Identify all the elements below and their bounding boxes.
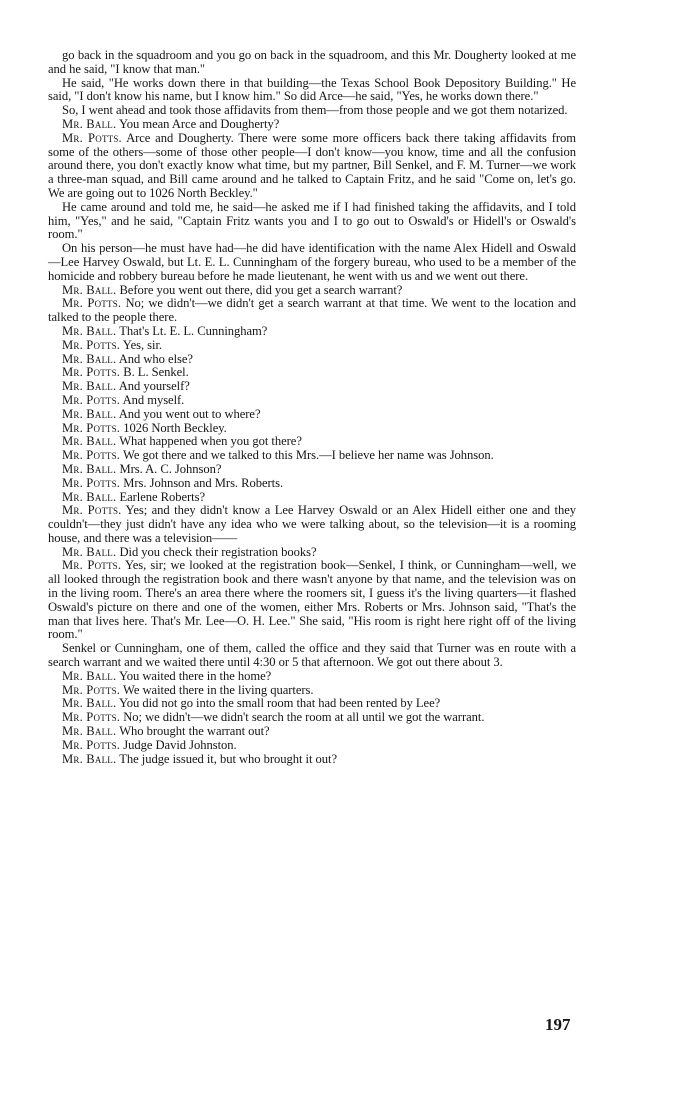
speaker-label: Mr. Potts. [62,475,121,490]
dialogue-line [48,504,576,545]
dialogue-line [48,670,576,684]
speaker-label: Mr. Ball. [62,116,117,131]
dialogue-line [48,684,576,698]
paragraph-text: That's Lt. E. L. Cunningham? [119,323,268,338]
dialogue-line [48,325,576,339]
dialogue-line [48,366,576,380]
speaker-label: Mr. Potts. [62,710,121,725]
speaker-label: Mr. Potts. [62,365,121,380]
dialogue-line [48,380,576,394]
dialogue-line [48,477,576,491]
paragraph-text: Senkel or Cunningham, one of them, called the office and they said that Turner was en route with a search warrant and we waited there until 4:30 or 5 that afternoon. We got out there about 3. [48,641,576,670]
paragraph-text: On his person—he must have had—he did have identification with the name Alex Hidell and Oswald—Lee Harvey Oswald, but Lt. E. L. Cunningham of the forgery bureau, who used to be a member of the homicide and robbery bureau before he made lieutenant, he went with us and we went out there. [48,241,576,283]
transcript-body [48,49,576,766]
dialogue-line [48,353,576,367]
dialogue-line [48,697,576,711]
speaker-label: Mr. Ball. [62,351,117,366]
dialogue-line [48,449,576,463]
dialogue-line [48,711,576,725]
paragraph-text: We got there and we talked to this Mrs.—I believe her name was Johnson. [123,448,494,463]
speaker-label: Mr. Ball. [62,434,117,449]
dialogue-line [48,725,576,739]
paragraph-text: Before you went out there, did you get a search warrant? [119,282,403,297]
speaker-label: Mr. Potts. [62,682,121,697]
dialogue-line [48,463,576,477]
paragraph-text: And you went out to where? [118,406,261,421]
paragraph-text: You did not go into the small room that had been rented by Lee? [118,696,441,711]
paragraph-text: He came around and told me, he said—he asked me if I had finished taking the affidavits, and I told him, "Yes," and he said, "Captain Fritz wants you and I to go out to Oswald's or Hidell's or Oswald's room." [48,199,576,242]
dialogue-line [48,284,576,298]
paragraph-text: Yes; and they didn't know a Lee Harvey Oswald or an Alex Hidell either one and they couldn't—they just didn't have any idea who we were talking about, so the television—it is a rooming house, and there was a television—— [48,503,576,545]
speaker-label: Mr. Potts. [62,448,121,463]
speaker-label: Mr. Ball. [62,696,117,711]
speaker-label: Mr. Ball. [62,406,117,421]
dialogue-line [48,132,576,201]
dialogue-line [48,739,576,753]
speaker-label: Mr. Potts. [62,337,121,352]
paragraph-text: Yes, sir; we looked at the registration book—Senkel, I think, or Cunningham—well, we all looked through the registration book and there wasn't anyone by that name, and the television was on in the living room. There's an area there where the roomers sit, I guess it's the living quarters—it flashed Oswald's picture on there and one of the women, either Mrs. Roberts or Mrs. Johnson said, "That's the man that lives here. That's Mr. Lee—O. H. Lee." She said, "His room is right here right off of the living room." [48,558,576,642]
narrative-paragraph [48,242,576,283]
document-page [48,49,576,766]
dialogue-line [48,546,576,560]
dialogue-line [48,339,576,353]
paragraph-text: Arce and Dougherty. There were some more officers back there taking affidavits from some of the others—some of those other people—I don't know—you know, time and all the confusion around there, you don't exactly know what time, but my partner, Bill Senkel, and F. M. Turner—we work a three-man squad, and Bill came around and he talked to Captain Fritz, and he said "Come on, let's go. We are going out to 1026 North Beckley." [48,130,576,200]
page-number: 197 [545,1015,571,1034]
speaker-label: Mr. Ball. [62,489,117,504]
narrative-paragraph [48,201,576,242]
paragraph-text: Earlene Roberts? [119,489,206,504]
speaker-label: Mr. Potts. [62,558,122,573]
dialogue-line [48,422,576,436]
narrative-paragraph [48,642,576,670]
paragraph-text: The judge issued it, but who brought it out? [119,751,338,766]
dialogue-line [48,435,576,449]
paragraph-text: You waited there in the home? [118,668,272,683]
paragraph-text: And yourself? [118,379,190,394]
narrative-paragraph [48,77,576,105]
paragraph-text: So, I went ahead and took those affidavits from them—from those people and we got them notarized. [62,103,568,118]
speaker-label: Mr. Potts. [62,737,121,752]
speaker-label: Mr. Potts. [62,503,122,518]
paragraph-text: Mrs. Johnson and Mrs. Roberts. [123,475,284,490]
dialogue-line [48,559,576,642]
speaker-label: Mr. Ball. [62,544,117,559]
paragraph-text: Who brought the warrant out? [119,724,270,739]
speaker-label: Mr. Ball. [62,282,117,297]
dialogue-line [48,408,576,422]
speaker-label: Mr. Potts. [62,296,122,311]
speaker-label: Mr. Ball. [62,379,117,394]
dialogue-line [48,753,576,767]
speaker-label: Mr. Ball. [62,751,117,766]
paragraph-text: And myself. [122,392,185,407]
speaker-label: Mr. Ball. [62,668,117,683]
paragraph-text: Judge David Johnston. [123,737,237,752]
paragraph-text: He said, "He works down there in that building—the Texas School Book Depository Building." He said, "I don't know his name, but I know him." So did Arce—he said, "Yes, he works down there." [48,75,576,104]
speaker-label: Mr. Ball. [62,461,117,476]
paragraph-text: No; we didn't—we didn't search the room at all until we got the warrant. [123,710,485,725]
speaker-label: Mr. Potts. [62,392,121,407]
paragraph-text: 1026 North Beckley. [123,420,227,435]
dialogue-line [48,491,576,505]
paragraph-text: What happened when you got there? [119,434,302,449]
speaker-label: Mr. Potts. [62,420,121,435]
dialogue-line [48,297,576,325]
narrative-paragraph [48,49,576,77]
paragraph-text: You mean Arce and Dougherty? [118,116,280,131]
dialogue-line [48,394,576,408]
speaker-label: Mr. Ball. [62,323,117,338]
narrative-paragraph [48,104,576,118]
paragraph-text: Mrs. A. C. Johnson? [119,461,222,476]
paragraph-text: go back in the squadroom and you go on back in the squadroom, and this Mr. Dougherty looked at me and he said, "I know that man." [48,48,576,76]
paragraph-text: Yes, sir. [122,337,163,352]
paragraph-text: We waited there in the living quarters. [123,682,314,697]
paragraph-text: And who else? [118,351,193,366]
speaker-label: Mr. Potts. [62,130,122,145]
paragraph-text: Did you check their registration books? [119,544,317,559]
paragraph-text: No; we didn't—we didn't get a search warrant at that time. We went to the location and talked to the people there. [48,296,576,325]
speaker-label: Mr. Ball. [62,724,117,739]
dialogue-line [48,118,576,132]
paragraph-text: B. L. Senkel. [123,365,189,380]
